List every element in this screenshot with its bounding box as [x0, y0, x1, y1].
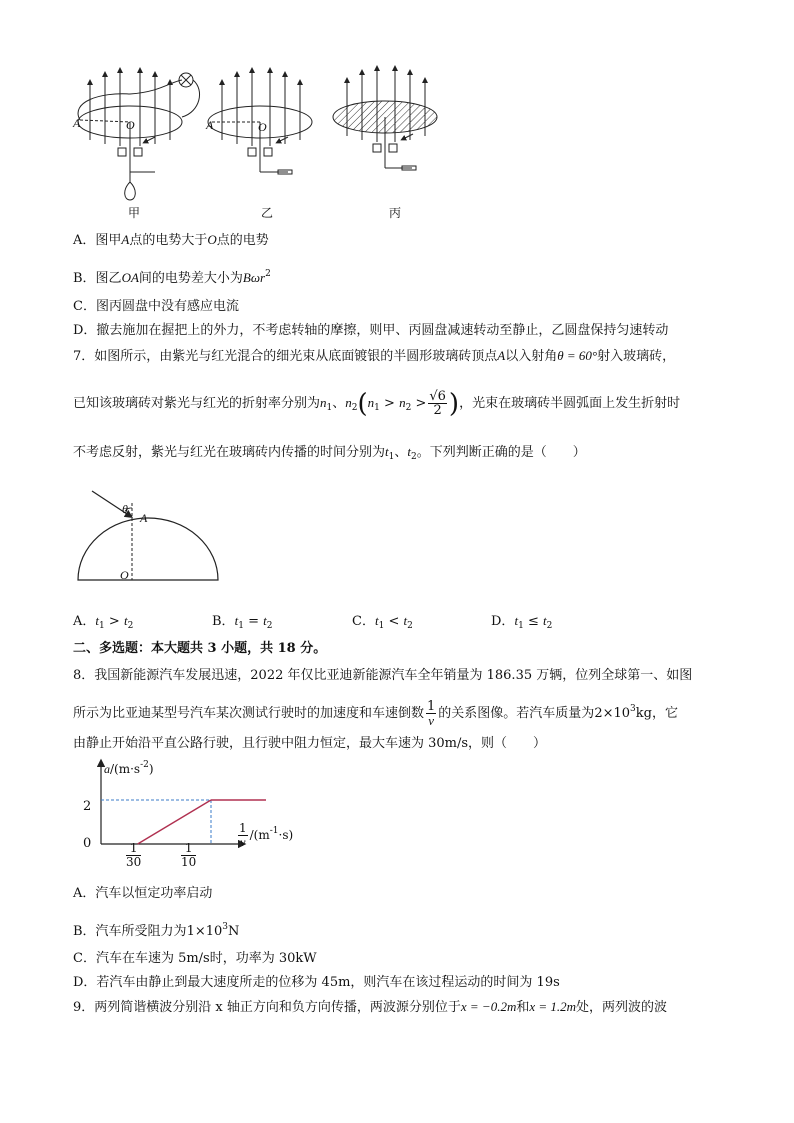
fig7-point-a: A: [140, 511, 148, 525]
chart-ylabel: $a/(m\cdot s^{-2})$: [104, 760, 154, 776]
chart-ytick-2: 2: [83, 799, 92, 814]
q6-option-d[interactable]: D．撤去施加在握把上的外力，不考虑转轴的摩擦，则甲、丙圆盘减速转动至静止，乙圆盘保持匀速转动: [73, 323, 669, 338]
disk-bing: [333, 68, 437, 170]
q7-stem-line3: 不考虑反射，紫光与红光在玻璃砖内传播的时间分别为$t_1$、$t_2$。下列判断正确的是（ ）: [73, 444, 586, 462]
q8-stem-line2: 所示为比亚迪某型号汽车某次测试行驶时的加速度和车速倒数 $\frac{1}{v}$ 的关系图像。若汽车质量为$2\times 10^3kg$，它: [73, 699, 678, 728]
chart-xtick-1-10: $\frac{1}{10}$: [181, 841, 197, 869]
q8-stem-line3: 由静止开始沿平直公路行驶，且行驶中阻力恒定，最大车速为 30m/s，则（ ）: [73, 736, 547, 751]
q8-stem-line1: 8．我国新能源汽车发展迅速，2022 年仅比亚迪新能源汽车全年销量为 186.35 万辆，位列全球第一、如图: [73, 668, 693, 683]
chart-xtick-1-30: $\frac{1}{30}$: [126, 841, 142, 869]
q8-option-d[interactable]: D．若汽车由静止到最大速度所走的位移为 45m，则汽车在该过程运动的时间为 19s: [73, 975, 560, 990]
chart-xlabel: $\frac{1}{v}$ $/(m^{-1}\cdot s)$: [239, 821, 294, 849]
series-segment: [138, 800, 211, 844]
q7-option-c[interactable]: C．$t_1 < t_2$: [352, 613, 413, 631]
figure-7-semicircle: [70, 488, 230, 588]
q8-option-a[interactable]: A．汽车以恒定功率启动: [73, 886, 213, 901]
fig-label-jia: 甲: [128, 206, 141, 220]
q7-stem-line1: 7．如图所示，由紫光与红光混合的细光束从底面镀银的半圆形玻璃砖顶点A以入射角θ = 60°射入玻璃砖，: [73, 348, 676, 364]
fig-label-bing: 丙: [389, 206, 402, 220]
q6-option-a[interactable]: A．图甲A点的电势大于O点的电势: [73, 232, 269, 248]
q8-option-b[interactable]: B．汽车所受阻力为$1\times 10^3N$: [73, 922, 240, 939]
fig-yi-point-a: A: [206, 118, 214, 132]
fig-jia-point-o: O: [126, 118, 135, 132]
q7-stem-line2: 已知该玻璃砖对紫光与红光的折射率分别为$n_1$、$n_2(n_1 > n_2$ > $\frac{√6}{2}$ )，光束在玻璃砖半圆弧面上发生折射时: [73, 389, 681, 419]
one-over-v: $\frac{1}{v}$: [427, 699, 436, 728]
fig-jia-point-a: A: [73, 116, 81, 130]
fig7-point-o: O: [120, 568, 129, 582]
fig-yi-point-o: O: [258, 120, 267, 134]
section-2-heading: 二、多选题：本大题共 3 小题，共 18 分。: [73, 641, 327, 656]
fig-label-yi: 乙: [261, 206, 274, 220]
q8-option-c[interactable]: C．汽车在车速为 5m/s时，功率为 30kW: [73, 951, 317, 966]
figure-6-disks: [60, 62, 450, 222]
q7-option-d[interactable]: D．$t_1 \le t_2$: [491, 613, 553, 631]
q9-stem-line1: 9．两列简谐横波分别沿 x 轴正方向和负方向传播，两波源分别位于x = −0.2m和x = 1.2m处，两列波的波: [73, 999, 668, 1015]
fig7-theta: θ: [122, 502, 128, 516]
disk-jia: [78, 70, 200, 200]
q7-option-a[interactable]: A．$t_1 > t_2$: [73, 613, 134, 631]
q6-option-b[interactable]: B．图乙OA间的电势差大小为Bωr$^2$: [73, 269, 271, 286]
q6-option-c[interactable]: C．图丙圆盘中没有感应电流: [73, 299, 239, 314]
chart-origin: 0: [83, 836, 92, 851]
sqrt6-over-2: $\frac{√6}{2}$: [429, 389, 446, 418]
q7-option-b[interactable]: B．$t_1 = t_2$: [212, 613, 273, 631]
